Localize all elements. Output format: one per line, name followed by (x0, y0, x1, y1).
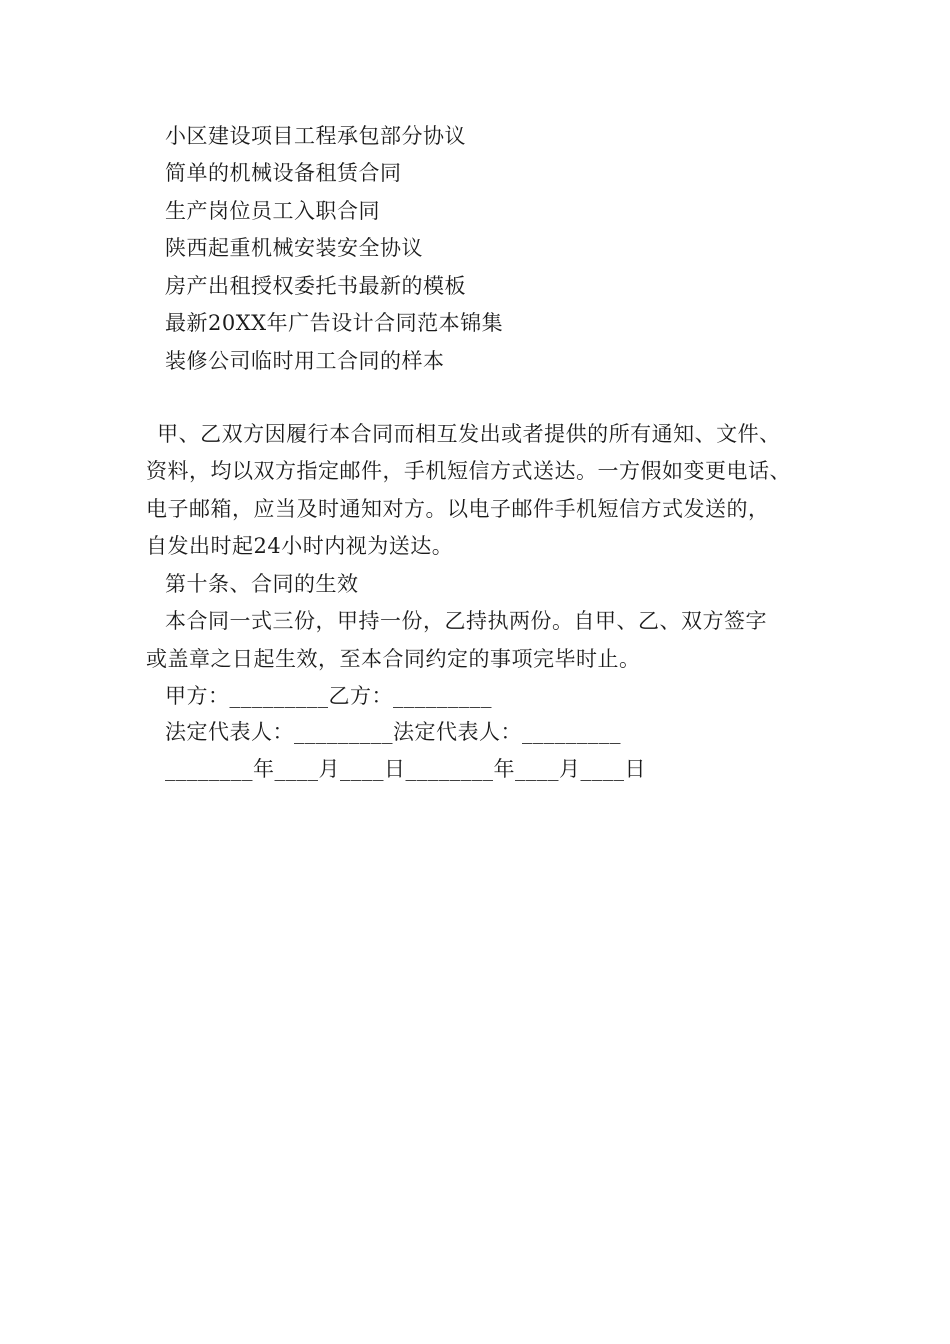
notice-paragraph-line-3: 电子邮箱，应当及时通知对方。以电子邮件手机短信方式发送的， (146, 497, 770, 521)
related-link-2[interactable]: 简单的机械设备租赁合同 (165, 161, 402, 185)
related-link-1[interactable]: 小区建设项目工程承包部分协议 (165, 124, 466, 148)
signature-parties: 甲方：_________乙方：_________ (165, 684, 492, 708)
related-link-7[interactable]: 装修公司临时用工合同的样本 (165, 349, 445, 373)
notice-paragraph-line-4: 自发出时起24小时内视为送达。 (146, 534, 454, 558)
notice-paragraph-line-2: 资料，均以双方指定邮件，手机短信方式送达。一方假如变更电话、 (146, 459, 791, 483)
article-title: 第十条、合同的生效 (165, 572, 359, 596)
effect-paragraph-line-1: 本合同一式三份，甲持一份，乙持执两份。自甲、乙、双方签字 (165, 609, 767, 633)
notice-paragraph-line-1: 甲、乙双方因履行本合同而相互发出或者提供的所有通知、文件、 (150, 422, 781, 446)
related-link-6[interactable]: 最新20XX年广告设计合同范本锦集 (165, 311, 504, 335)
related-link-4[interactable]: 陕西起重机械安装安全协议 (165, 236, 423, 260)
signature-representatives: 法定代表人：_________法定代表人：_________ (165, 720, 621, 744)
effect-paragraph-line-2: 或盖章之日起生效，至本合同约定的事项完毕时止。 (146, 647, 641, 671)
related-link-5[interactable]: 房产出租授权委托书最新的模板 (165, 274, 466, 298)
signature-dates: ________年____月____日________年____月____日 (165, 757, 646, 781)
related-link-3[interactable]: 生产岗位员工入职合同 (165, 199, 380, 223)
